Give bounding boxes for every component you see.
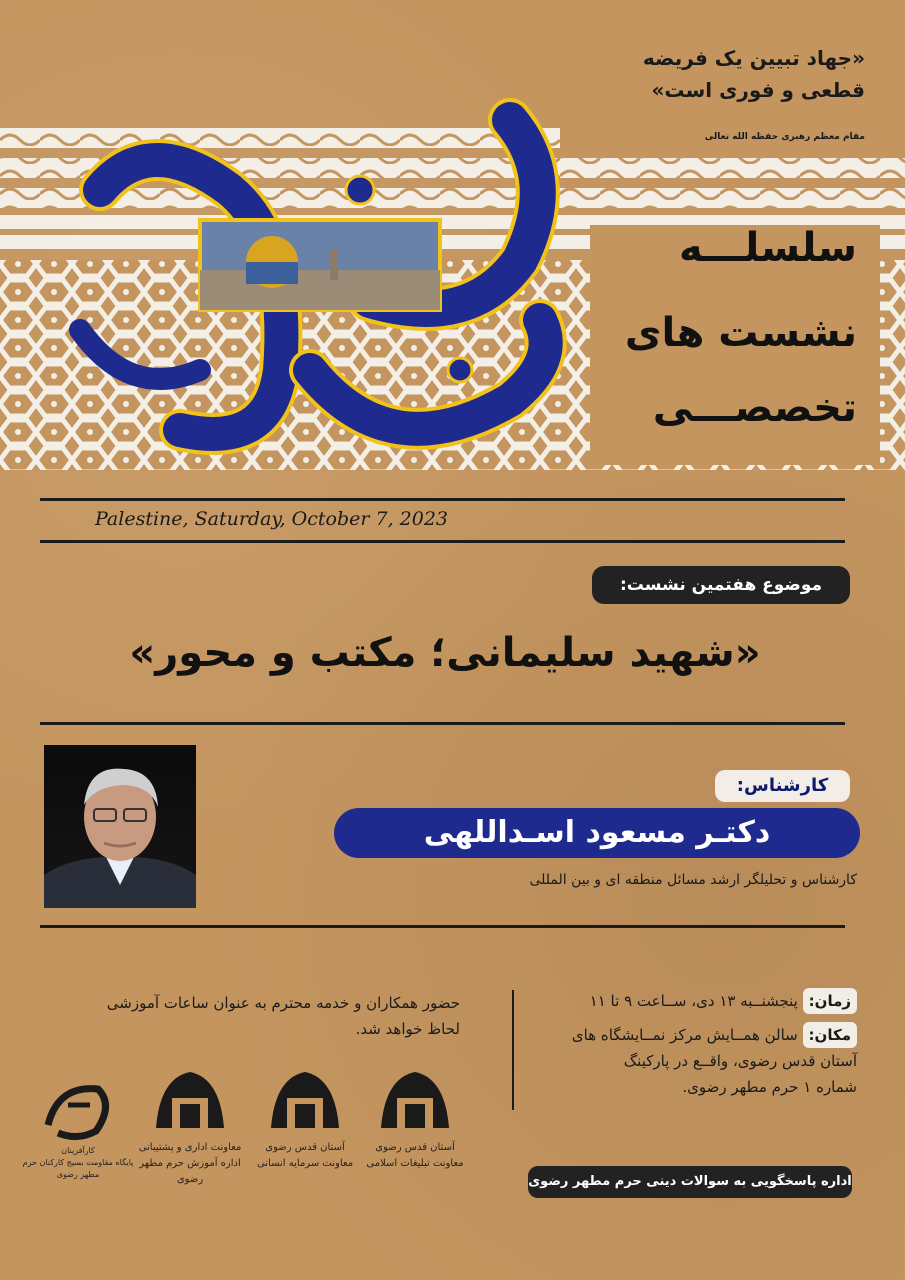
details-right xyxy=(517,988,857,1100)
expert-label: کارشناس: xyxy=(715,770,850,802)
series-line-2: نشست های xyxy=(624,310,857,356)
time-label: زمان: xyxy=(803,988,857,1014)
expert-photo-svg xyxy=(44,745,196,908)
logo-caption-4 xyxy=(18,1145,138,1181)
astan-quds-logo-1 xyxy=(375,1068,455,1138)
organizer-label: اداره پاسخگویی به سوالات دینی حرم مطهر رضوی xyxy=(528,1166,852,1198)
quote-line-2: قطعی و فوری است» xyxy=(651,78,865,102)
basij-logo xyxy=(38,1075,118,1145)
logo-caption-3 xyxy=(130,1140,250,1188)
astan-quds-logo-2 xyxy=(265,1068,345,1138)
logo-1-line-2: معاونت تبلیغات اسلامی xyxy=(366,1158,464,1169)
attendance-note xyxy=(40,990,460,1042)
divider-topic xyxy=(40,722,845,725)
divider-date xyxy=(40,540,845,543)
logo-caption-1 xyxy=(355,1140,475,1172)
divider-expert xyxy=(40,925,845,928)
logo-3-line-1: معاونت اداری و پشتیبانی xyxy=(138,1142,242,1153)
quote-line-1: «جهاد تبیین یک فریضه xyxy=(642,46,865,70)
place-line-1: سالن همــایش مرکز نمــایشگاه های xyxy=(571,1026,798,1044)
logo-2-line-2: معاونت سرمایه انسانی xyxy=(256,1158,354,1169)
place-line-3: شماره ۱ حرم مطهر رضوی. xyxy=(682,1078,857,1096)
logo-2-line-1: آستان قدس رضوی xyxy=(265,1142,345,1153)
topic-label: موضوع هفتمین نشست: xyxy=(592,566,850,604)
logo-1-line-1: آستان قدس رضوی xyxy=(375,1142,455,1153)
time-value: پنجشنــبه ۱۳ دی، ســاعت ۹ تا ۱۱ xyxy=(589,992,798,1010)
quote xyxy=(565,42,865,106)
time-row xyxy=(517,988,857,1014)
note-line-1: حضور همکاران و خدمه محترم به عنوان ساعات آموزشی xyxy=(106,994,460,1012)
quote-attribution: مقام معظم رهبری حفظه الله تعالی xyxy=(704,132,865,142)
series-line-1: سلسلـــه xyxy=(679,225,857,271)
note-line-2: لحاظ خواهد شد. xyxy=(355,1020,460,1038)
place-label: مکان: xyxy=(803,1022,857,1048)
expert-name: دکتـر مسعود اسـداللهی xyxy=(334,808,860,858)
logo-4-line-1: کارآفرینان xyxy=(61,1146,95,1155)
logo-3-line-2: اداره آموزش حرم مطهر رضوی xyxy=(139,1158,241,1185)
expert-description: کارشناس و تحلیلگر ارشد مسائل منطقه ای و بین المللی xyxy=(529,872,857,888)
series-line-3: تخصصـــی xyxy=(652,385,857,431)
topic-title: «شهید سلیمانی؛ مکتب و محور» xyxy=(129,630,761,676)
logo-4-line-2: پایگاه مقاومت بسیج کارکنان حرم مطهر رضوی xyxy=(22,1158,134,1179)
astan-quds-logo-3 xyxy=(150,1068,230,1138)
divider-top xyxy=(40,498,845,501)
place-line-2: آستان قدس رضوی، واقــع در پارکینگ xyxy=(623,1052,857,1070)
expert-photo xyxy=(44,745,196,908)
details-separator xyxy=(512,990,514,1110)
place-row xyxy=(517,1022,857,1048)
date-line: Palestine, Saturday, October 7, 2023 xyxy=(95,508,449,530)
calligraphy-logo xyxy=(40,70,580,490)
logo-caption-2 xyxy=(245,1140,365,1172)
